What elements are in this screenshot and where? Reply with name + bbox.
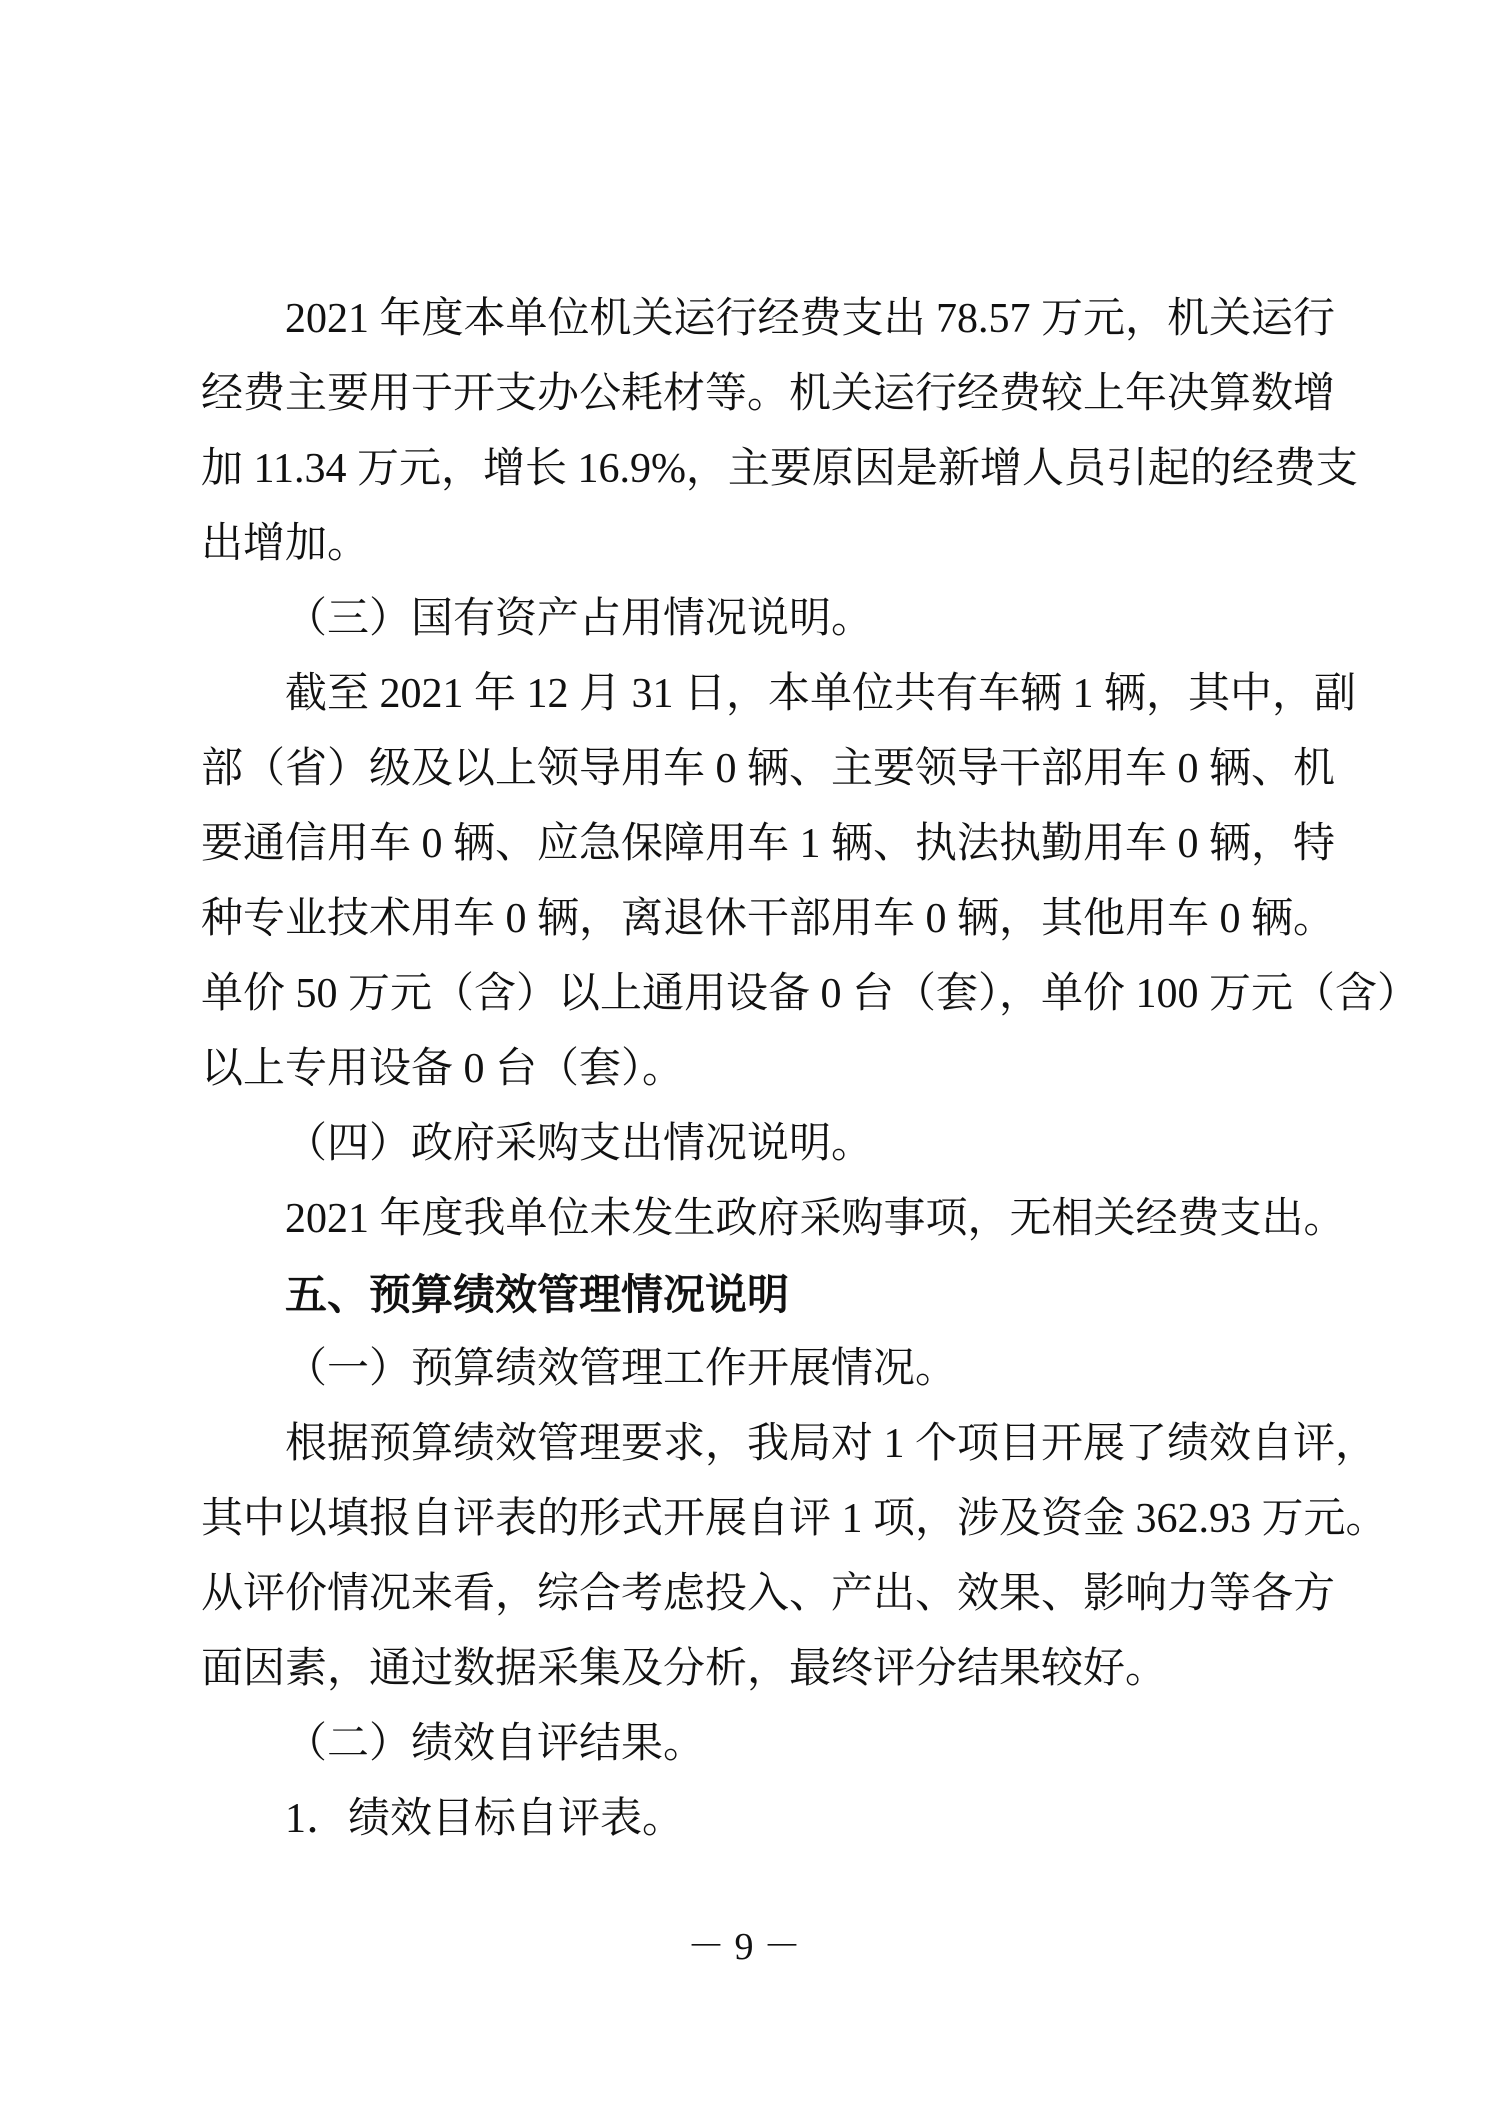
text-line: （三）国有资产占用情况说明。	[285, 596, 874, 642]
text-line: 种专业技术用车 0 辆，离退休干部用车 0 辆，其他用车 0 辆。	[201, 896, 1336, 942]
paragraph	[201, 1407, 1388, 1707]
text-line: 其中以填报自评表的形式开展自评 1 项，涉及资金 362.93 万元。	[201, 1496, 1388, 1542]
text-line: 从评价情况来看，综合考虑投入、产出、效果、影响力等各方	[201, 1571, 1336, 1617]
text-line: 截至 2021 年 12 月 31 日，本单位共有车辆 1 辆，其中，副	[285, 671, 1357, 717]
text-line: 2021 年度本单位机关运行经费支出 78.57 万元，机关运行	[285, 296, 1336, 342]
text-line: 部（省）级及以上领导用车 0 辆、主要领导干部用车 0 辆、机	[201, 746, 1336, 792]
document-body	[201, 282, 1420, 1857]
text-line: 经费主要用于开支办公耗材等。机关运行经费较上年决算数增	[201, 371, 1336, 417]
page-number: － 9 －	[686, 1926, 801, 1968]
section-heading	[201, 1257, 1289, 1332]
text-line: 出增加。	[201, 521, 370, 567]
text-line: 加 11.34 万元，增长 16.9%，主要原因是新增人员引起的经费支	[201, 446, 1358, 492]
text-line: 单价 50 万元（含）以上通用设备 0 台（套），单价 100 万元（含）	[201, 971, 1420, 1017]
paragraph	[201, 582, 1289, 657]
text-line: 以上专用设备 0 台（套）。	[201, 1046, 685, 1092]
paragraph	[201, 657, 1420, 1107]
text-line: 面因素，通过数据采集及分析，最终评分结果较好。	[201, 1646, 1168, 1692]
paragraph	[201, 1107, 1289, 1182]
paragraph	[201, 1707, 1289, 1782]
paragraph	[201, 1332, 1289, 1407]
paragraph	[201, 1182, 1346, 1257]
paragraph	[201, 1782, 1289, 1857]
text-line: （四）政府采购支出情况说明。	[285, 1121, 874, 1167]
text-line: 要通信用车 0 辆、应急保障用车 1 辆、执法执勤用车 0 辆，特	[201, 821, 1336, 867]
paragraph	[201, 282, 1358, 582]
text-line: 五、预算绩效管理情况说明	[285, 1271, 790, 1318]
text-line: 根据预算绩效管理要求，我局对 1 个项目开展了绩效自评，	[285, 1421, 1378, 1467]
text-line: 1．绩效目标自评表。	[285, 1796, 685, 1842]
text-line: 2021 年度我单位未发生政府采购事项，无相关经费支出。	[285, 1196, 1346, 1242]
text-line: （二）绩效自评结果。	[285, 1721, 706, 1767]
text-line: （一）预算绩效管理工作开展情况。	[285, 1346, 958, 1392]
